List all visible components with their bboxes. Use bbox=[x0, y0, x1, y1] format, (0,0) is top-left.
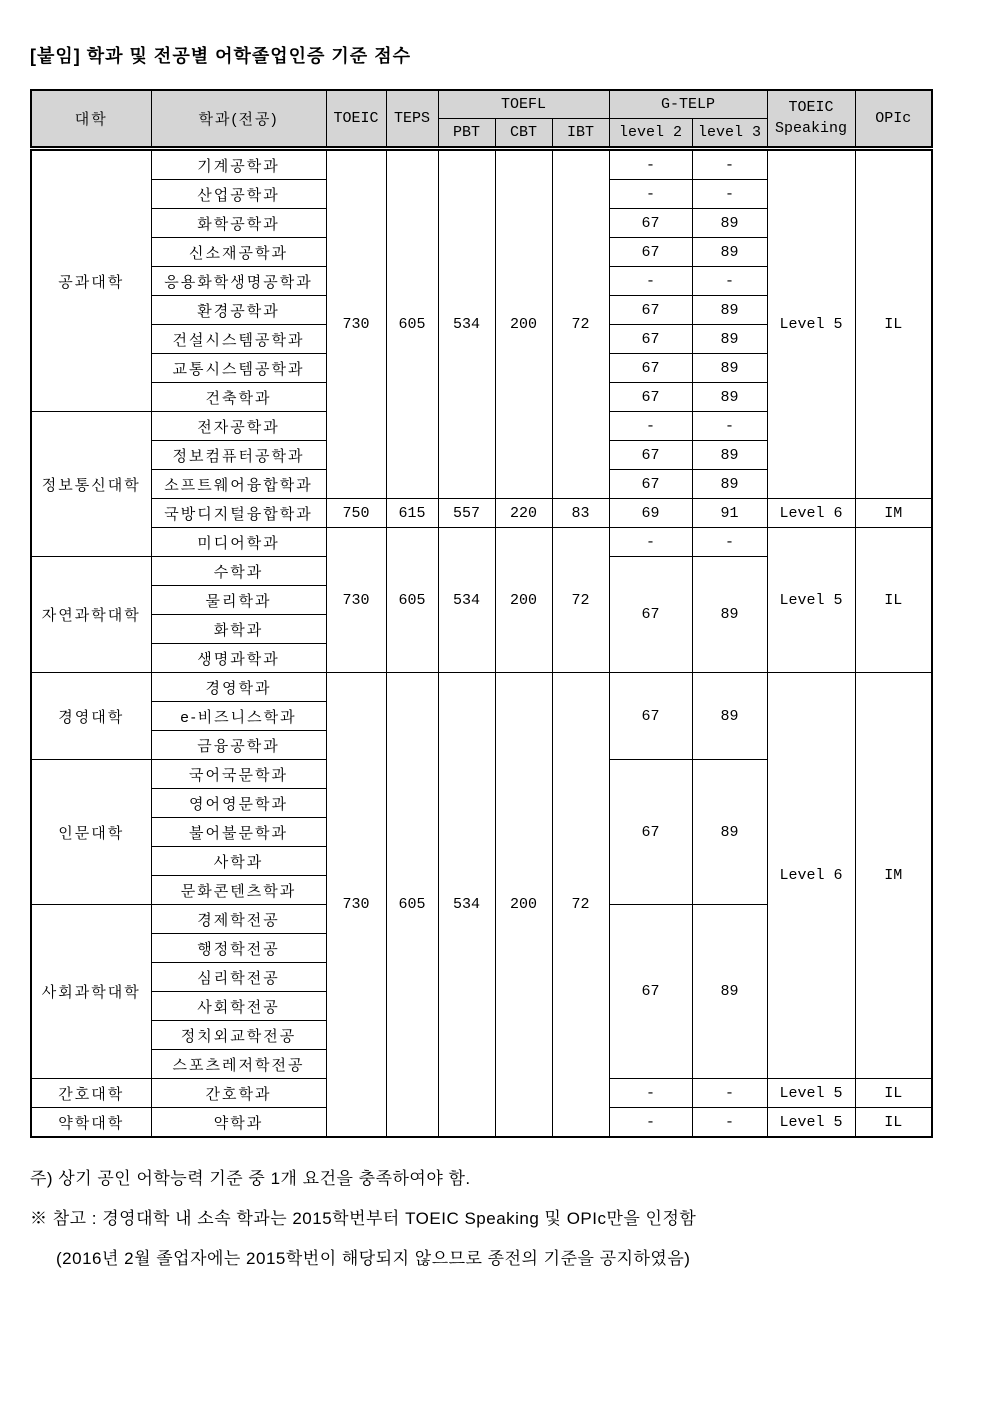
department-cell: 산업공학과 bbox=[151, 180, 326, 209]
gtelp-level3-cell: 89 bbox=[692, 441, 767, 470]
toefl-cbt-cell: 200 bbox=[495, 528, 552, 673]
opic-cell: IL bbox=[855, 149, 932, 499]
gtelp-level2-cell: - bbox=[609, 412, 692, 441]
department-cell: 사회학전공 bbox=[151, 992, 326, 1021]
department-cell: 환경공학과 bbox=[151, 296, 326, 325]
toefl-pbt-cell: 557 bbox=[438, 499, 495, 528]
department-cell: 약학과 bbox=[151, 1108, 326, 1138]
toeic-speaking-cell: Level 6 bbox=[767, 673, 855, 1079]
gtelp-level2-cell: - bbox=[609, 1108, 692, 1138]
department-cell: 간호학과 bbox=[151, 1079, 326, 1108]
gtelp-level3-cell: - bbox=[692, 267, 767, 296]
gtelp-level2-cell: 69 bbox=[609, 499, 692, 528]
toeic-speaking-cell: Level 6 bbox=[767, 499, 855, 528]
department-cell: 정치외교학전공 bbox=[151, 1021, 326, 1050]
gtelp-level3-cell: - bbox=[692, 528, 767, 557]
toefl-pbt-cell: 534 bbox=[438, 149, 495, 499]
department-cell: 경제학전공 bbox=[151, 905, 326, 934]
opic-cell: IL bbox=[855, 1108, 932, 1138]
gtelp-level3-cell: - bbox=[692, 1108, 767, 1138]
toeic-speaking-header-line2: Speaking bbox=[775, 119, 848, 137]
gtelp-level3-cell: 89 bbox=[692, 296, 767, 325]
department-cell: 영어영문학과 bbox=[151, 789, 326, 818]
college-cell: 자연과학대학 bbox=[31, 557, 151, 673]
department-cell: 화학공학과 bbox=[151, 209, 326, 238]
department-cell: 스포츠레저학전공 bbox=[151, 1050, 326, 1079]
toefl-pbt-cell: 534 bbox=[438, 673, 495, 1138]
gtelp-level2-cell: 67 bbox=[609, 383, 692, 412]
college-cell: 정보통신대학 bbox=[31, 412, 151, 557]
gtelp-level2-cell: 67 bbox=[609, 905, 692, 1079]
gtelp-level3-cell: 89 bbox=[692, 557, 767, 673]
col-header-toefl: TOEFL bbox=[438, 90, 609, 119]
table-body bbox=[31, 149, 932, 1138]
toefl-ibt-cell: 72 bbox=[552, 149, 609, 499]
college-cell: 경영대학 bbox=[31, 673, 151, 760]
department-cell: 심리학전공 bbox=[151, 963, 326, 992]
department-cell: 전자공학과 bbox=[151, 412, 326, 441]
gtelp-level2-cell: 67 bbox=[609, 673, 692, 760]
department-cell: 생명과학과 bbox=[151, 644, 326, 673]
col-header-toeic: TOEIC bbox=[326, 90, 386, 149]
opic-cell: IM bbox=[855, 499, 932, 528]
col-header-toeic-speaking bbox=[767, 90, 855, 149]
gtelp-level2-cell: 67 bbox=[609, 354, 692, 383]
gtelp-level2-cell: 67 bbox=[609, 557, 692, 673]
note-reference-detail: (2016년 2월 졸업자에는 2015학번이 해당되지 않으므로 종전의 기준을 공지하였음) bbox=[56, 1249, 691, 1268]
table-row bbox=[31, 149, 932, 180]
department-cell: 미디어학과 bbox=[151, 528, 326, 557]
gtelp-level3-cell: 89 bbox=[692, 209, 767, 238]
gtelp-level2-cell: 67 bbox=[609, 238, 692, 267]
department-cell: 금융공학과 bbox=[151, 731, 326, 760]
col-header-opic: OPIc bbox=[855, 90, 932, 149]
gtelp-level2-cell: - bbox=[609, 1079, 692, 1108]
footnotes bbox=[30, 1164, 992, 1269]
department-cell: 사학과 bbox=[151, 847, 326, 876]
department-cell: 물리학과 bbox=[151, 586, 326, 615]
col-header-gtelp: G-TELP bbox=[609, 90, 767, 119]
department-cell: 교통시스템공학과 bbox=[151, 354, 326, 383]
department-cell: 불어불문학과 bbox=[151, 818, 326, 847]
teps-cell: 605 bbox=[386, 528, 438, 673]
col-header-cbt: CBT bbox=[495, 119, 552, 149]
gtelp-level3-cell: 89 bbox=[692, 673, 767, 760]
gtelp-level2-cell: - bbox=[609, 267, 692, 296]
col-header-pbt: PBT bbox=[438, 119, 495, 149]
department-cell: 화학과 bbox=[151, 615, 326, 644]
opic-cell: IM bbox=[855, 673, 932, 1079]
gtelp-level3-cell: 89 bbox=[692, 905, 767, 1079]
opic-cell: IL bbox=[855, 528, 932, 673]
toeic-cell: 750 bbox=[326, 499, 386, 528]
department-cell: e-비즈니스학과 bbox=[151, 702, 326, 731]
gtelp-level2-cell: - bbox=[609, 180, 692, 209]
department-cell: 건설시스템공학과 bbox=[151, 325, 326, 354]
department-cell: 수학과 bbox=[151, 557, 326, 586]
gtelp-level3-cell: 89 bbox=[692, 470, 767, 499]
gtelp-level2-cell: 67 bbox=[609, 760, 692, 905]
gtelp-level3-cell: 89 bbox=[692, 325, 767, 354]
department-cell: 소프트웨어융합학과 bbox=[151, 470, 326, 499]
college-cell: 공과대학 bbox=[31, 149, 151, 412]
note-reference: ※ 참고 : 경영대학 내 소속 학과는 2015학번부터 TOEIC Speaking 및 OPIc만을 인정함 bbox=[30, 1209, 697, 1228]
teps-cell: 605 bbox=[386, 149, 438, 499]
col-header-gtelp-level2: level 2 bbox=[609, 119, 692, 149]
gtelp-level3-cell: - bbox=[692, 180, 767, 209]
department-cell: 국방디지털융합학과 bbox=[151, 499, 326, 528]
gtelp-level2-cell: 67 bbox=[609, 441, 692, 470]
toeic-cell: 730 bbox=[326, 673, 386, 1138]
toefl-ibt-cell: 83 bbox=[552, 499, 609, 528]
department-cell: 행정학전공 bbox=[151, 934, 326, 963]
gtelp-level3-cell: 89 bbox=[692, 238, 767, 267]
table-header bbox=[31, 90, 932, 149]
department-cell: 건축학과 bbox=[151, 383, 326, 412]
gtelp-level3-cell: - bbox=[692, 1079, 767, 1108]
gtelp-level3-cell: 89 bbox=[692, 383, 767, 412]
toeic-speaking-cell: Level 5 bbox=[767, 1108, 855, 1138]
col-header-department: 학과(전공) bbox=[151, 90, 326, 149]
table-row bbox=[31, 528, 932, 557]
toeic-speaking-cell: Level 5 bbox=[767, 1079, 855, 1108]
college-cell: 약학대학 bbox=[31, 1108, 151, 1138]
note-requirement: 주) 상기 공인 어학능력 기준 중 1개 요건을 충족하여야 함. bbox=[30, 1169, 471, 1188]
toefl-cbt-cell: 220 bbox=[495, 499, 552, 528]
score-table bbox=[30, 89, 933, 1138]
toeic-cell: 730 bbox=[326, 528, 386, 673]
toefl-ibt-cell: 72 bbox=[552, 673, 609, 1138]
gtelp-level3-cell: 89 bbox=[692, 760, 767, 905]
col-header-teps: TEPS bbox=[386, 90, 438, 149]
toeic-speaking-header-line1: TOEIC bbox=[788, 99, 834, 117]
col-header-ibt: IBT bbox=[552, 119, 609, 149]
college-cell: 간호대학 bbox=[31, 1079, 151, 1108]
gtelp-level2-cell: - bbox=[609, 149, 692, 180]
gtelp-level2-cell: 67 bbox=[609, 470, 692, 499]
page-title: [붙임] 학과 및 전공별 어학졸업인증 기준 점수 bbox=[30, 46, 411, 66]
gtelp-level2-cell: - bbox=[609, 528, 692, 557]
department-cell: 문화콘텐츠학과 bbox=[151, 876, 326, 905]
department-cell: 국어국문학과 bbox=[151, 760, 326, 789]
toefl-ibt-cell: 72 bbox=[552, 528, 609, 673]
gtelp-level3-cell: - bbox=[692, 149, 767, 180]
gtelp-level3-cell: 91 bbox=[692, 499, 767, 528]
teps-cell: 615 bbox=[386, 499, 438, 528]
department-cell: 경영학과 bbox=[151, 673, 326, 702]
department-cell: 정보컴퓨터공학과 bbox=[151, 441, 326, 470]
opic-cell: IL bbox=[855, 1079, 932, 1108]
department-cell: 기계공학과 bbox=[151, 149, 326, 180]
college-cell: 사회과학대학 bbox=[31, 905, 151, 1079]
teps-cell: 605 bbox=[386, 673, 438, 1138]
toeic-speaking-cell: Level 5 bbox=[767, 149, 855, 499]
toefl-cbt-cell: 200 bbox=[495, 149, 552, 499]
col-header-gtelp-level3: level 3 bbox=[692, 119, 767, 149]
toeic-cell: 730 bbox=[326, 149, 386, 499]
gtelp-level2-cell: 67 bbox=[609, 325, 692, 354]
gtelp-level2-cell: 67 bbox=[609, 296, 692, 325]
toeic-speaking-cell: Level 5 bbox=[767, 528, 855, 673]
gtelp-level2-cell: 67 bbox=[609, 209, 692, 238]
table-row bbox=[31, 499, 932, 528]
department-cell: 응용화학생명공학과 bbox=[151, 267, 326, 296]
toefl-cbt-cell: 200 bbox=[495, 673, 552, 1138]
gtelp-level3-cell: - bbox=[692, 412, 767, 441]
gtelp-level3-cell: 89 bbox=[692, 354, 767, 383]
table-row bbox=[31, 673, 932, 702]
department-cell: 신소재공학과 bbox=[151, 238, 326, 267]
col-header-college: 대학 bbox=[31, 90, 151, 149]
college-cell: 인문대학 bbox=[31, 760, 151, 905]
toefl-pbt-cell: 534 bbox=[438, 528, 495, 673]
